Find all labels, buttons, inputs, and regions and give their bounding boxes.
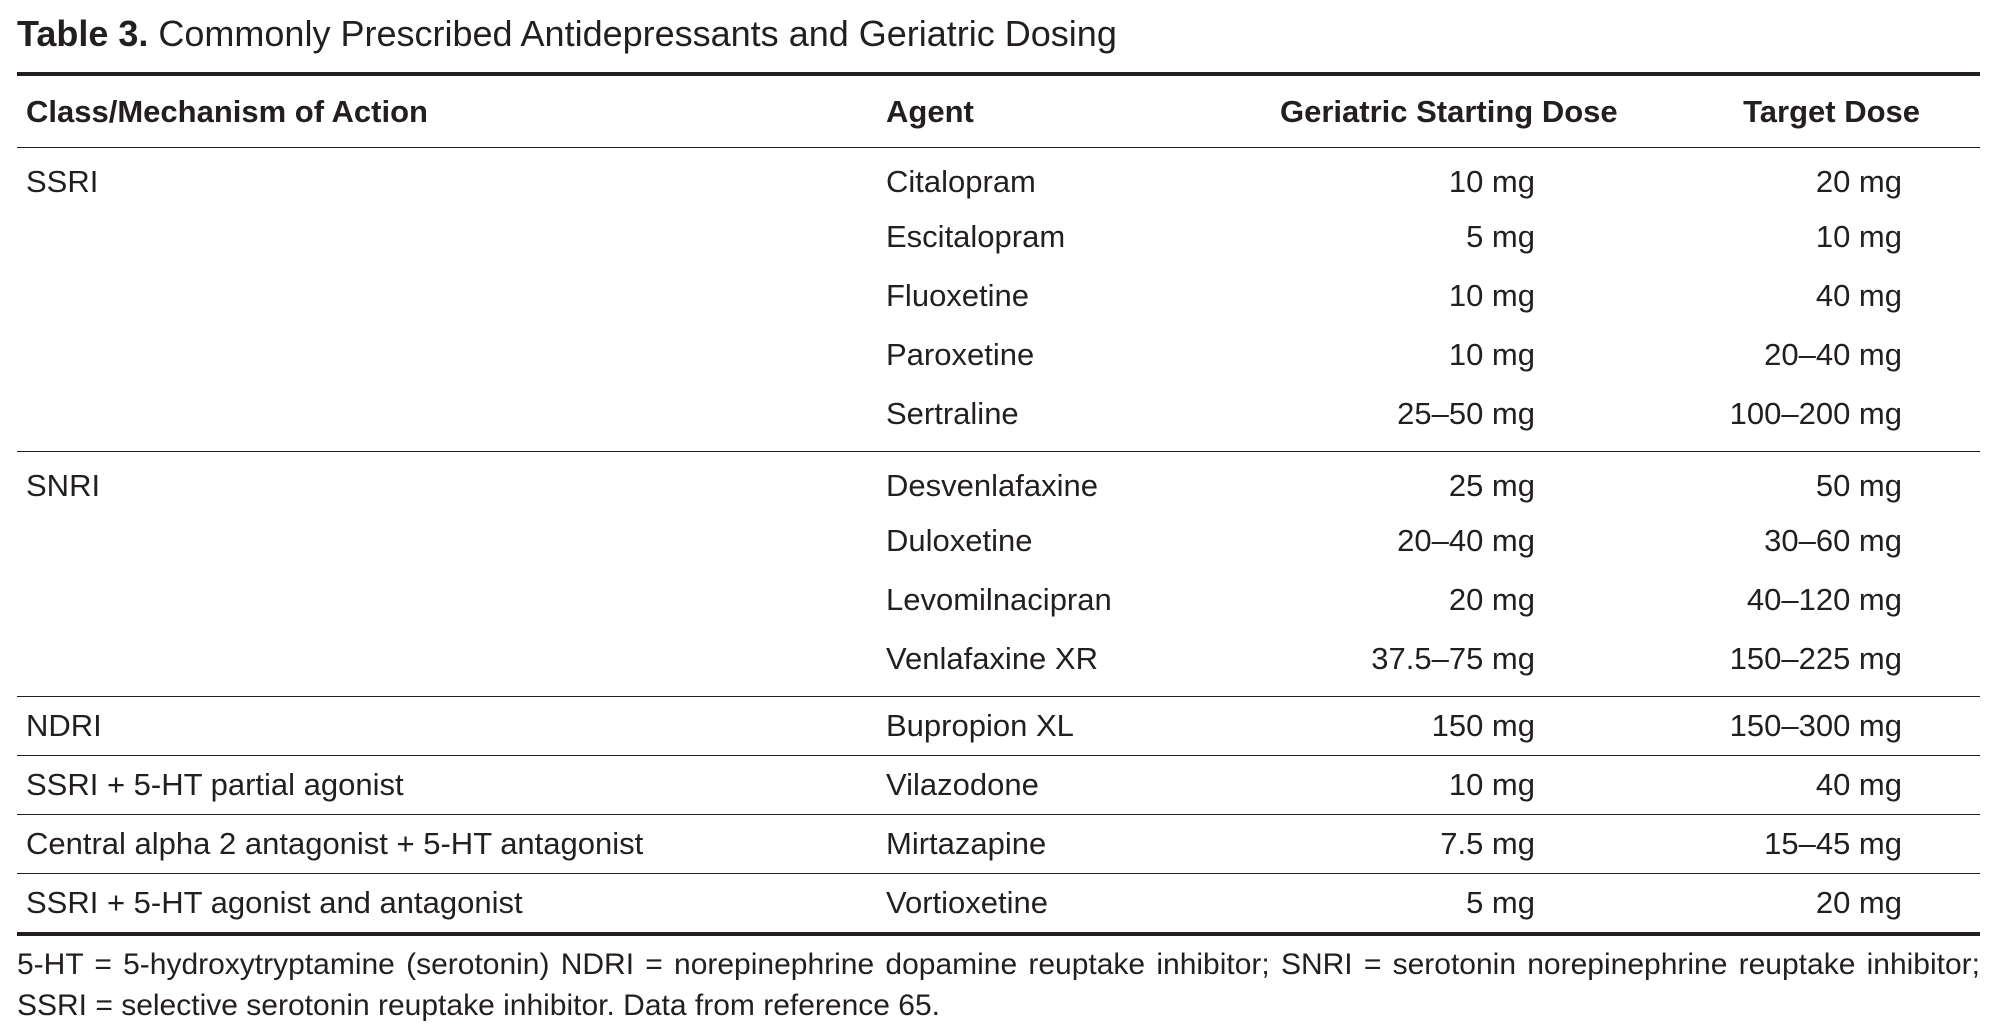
table-caption-title: Commonly Prescribed Antidepressants and Geriatric Dosing (158, 13, 1117, 54)
target-dose-cell: 150–300 mg (1535, 697, 1980, 756)
class-cell: Central alpha 2 antagonist + 5-HT antagonist (17, 815, 886, 874)
class-cell (17, 511, 886, 570)
target-dose-cell: 30–60 mg (1764, 522, 1902, 558)
class-cell (17, 325, 886, 384)
target-dose-cell: 20 mg (1815, 885, 1902, 920)
table-row (17, 207, 1980, 266)
starting-dose-cell: 150 mg (1280, 697, 1535, 756)
table-row (17, 570, 1980, 629)
target-dose-cell: 50 mg (1815, 467, 1902, 503)
table-row (17, 452, 1980, 512)
table-row (17, 697, 1980, 756)
starting-dose-cell: 10 mg (1448, 163, 1535, 199)
table-row (17, 874, 1980, 933)
class-cell: SNRI (26, 467, 101, 503)
class-cell: SSRI + 5-HT partial agonist (17, 756, 886, 815)
class-cell: NDRI (17, 697, 886, 756)
class-cell (17, 629, 886, 697)
table-figure (17, 12, 1980, 1026)
table-row (17, 511, 1980, 570)
starting-dose-cell: 10 mg (1448, 336, 1535, 372)
agent-cell: Sertraline (886, 384, 1280, 452)
starting-dose-cell: 5 mg (1466, 885, 1535, 920)
target-dose-cell: 150–225 mg (1535, 629, 1980, 697)
starting-dose-cell: 20 mg (1448, 581, 1535, 617)
target-dose-cell: 40 mg (1815, 277, 1902, 313)
agent-cell: Escitalopram (886, 218, 1066, 254)
starting-dose-cell: 37.5–75 mg (1280, 629, 1535, 697)
agent-cell: Vilazodone (886, 756, 1280, 815)
target-dose-cell: 40–120 mg (1746, 581, 1902, 617)
header-target-dose: Target Dose (1535, 76, 1980, 148)
table-header-row (17, 76, 1980, 148)
target-dose-cell: 20 mg (1815, 163, 1902, 199)
starting-dose-cell: 25–50 mg (1280, 384, 1535, 452)
dosing-table (17, 76, 1980, 932)
class-cell (17, 207, 886, 266)
table-row (17, 815, 1980, 874)
table-row (17, 384, 1980, 452)
table-row (17, 629, 1980, 697)
agent-cell: Paroxetine (886, 336, 1035, 372)
starting-dose-cell: 10 mg (1280, 756, 1535, 815)
header-agent: Agent (886, 76, 1280, 148)
agent-cell: Mirtazapine (886, 815, 1280, 874)
agent-cell: Bupropion XL (886, 697, 1280, 756)
table-row (17, 325, 1980, 384)
class-cell: SSRI + 5-HT agonist and antagonist (26, 885, 523, 920)
table-row (17, 148, 1980, 208)
table-caption-label: Table 3. (17, 13, 149, 54)
class-cell (17, 570, 886, 629)
class-cell (17, 384, 886, 452)
target-dose-cell: 100–200 mg (1535, 384, 1980, 452)
target-dose-cell: 20–40 mg (1764, 336, 1902, 372)
agent-cell: Duloxetine (886, 522, 1033, 558)
table-footnote: 5-HT = 5-hydroxytryptamine (serotonin) NDRI = norepinephrine dopamine reuptake inhibitor; SNRI = serotonin norepinephrine reuptake inhibitor; SSRI = selective serotonin reuptake inhibitor. Data from reference 65. (17, 948, 1980, 1022)
header-class: Class/Mechanism of Action (17, 76, 886, 148)
target-dose-cell: 10 mg (1815, 218, 1902, 254)
agent-cell: Vortioxetine (886, 885, 1048, 920)
target-dose-cell: 15–45 mg (1535, 815, 1980, 874)
agent-cell: Citalopram (886, 163, 1036, 199)
table-body (17, 148, 1980, 933)
agent-cell: Desvenlafaxine (886, 467, 1098, 503)
target-dose-cell: 40 mg (1535, 756, 1980, 815)
table-row (17, 756, 1980, 815)
starting-dose-cell: 10 mg (1448, 277, 1535, 313)
class-cell (17, 266, 886, 325)
table-caption (17, 12, 1980, 56)
starting-dose-cell: 5 mg (1466, 218, 1535, 254)
agent-cell: Venlafaxine XR (886, 629, 1280, 697)
agent-cell: Fluoxetine (886, 277, 1030, 313)
agent-cell: Levomilnacipran (886, 581, 1112, 617)
starting-dose-cell: 25 mg (1448, 467, 1535, 503)
table-row (17, 266, 1980, 325)
starting-dose-cell: 7.5 mg (1280, 815, 1535, 874)
header-starting-dose: Geriatric Starting Dose (1280, 76, 1535, 148)
class-cell: SSRI (26, 163, 99, 199)
table-bottom-rule (17, 932, 1980, 936)
starting-dose-cell: 20–40 mg (1397, 522, 1535, 558)
